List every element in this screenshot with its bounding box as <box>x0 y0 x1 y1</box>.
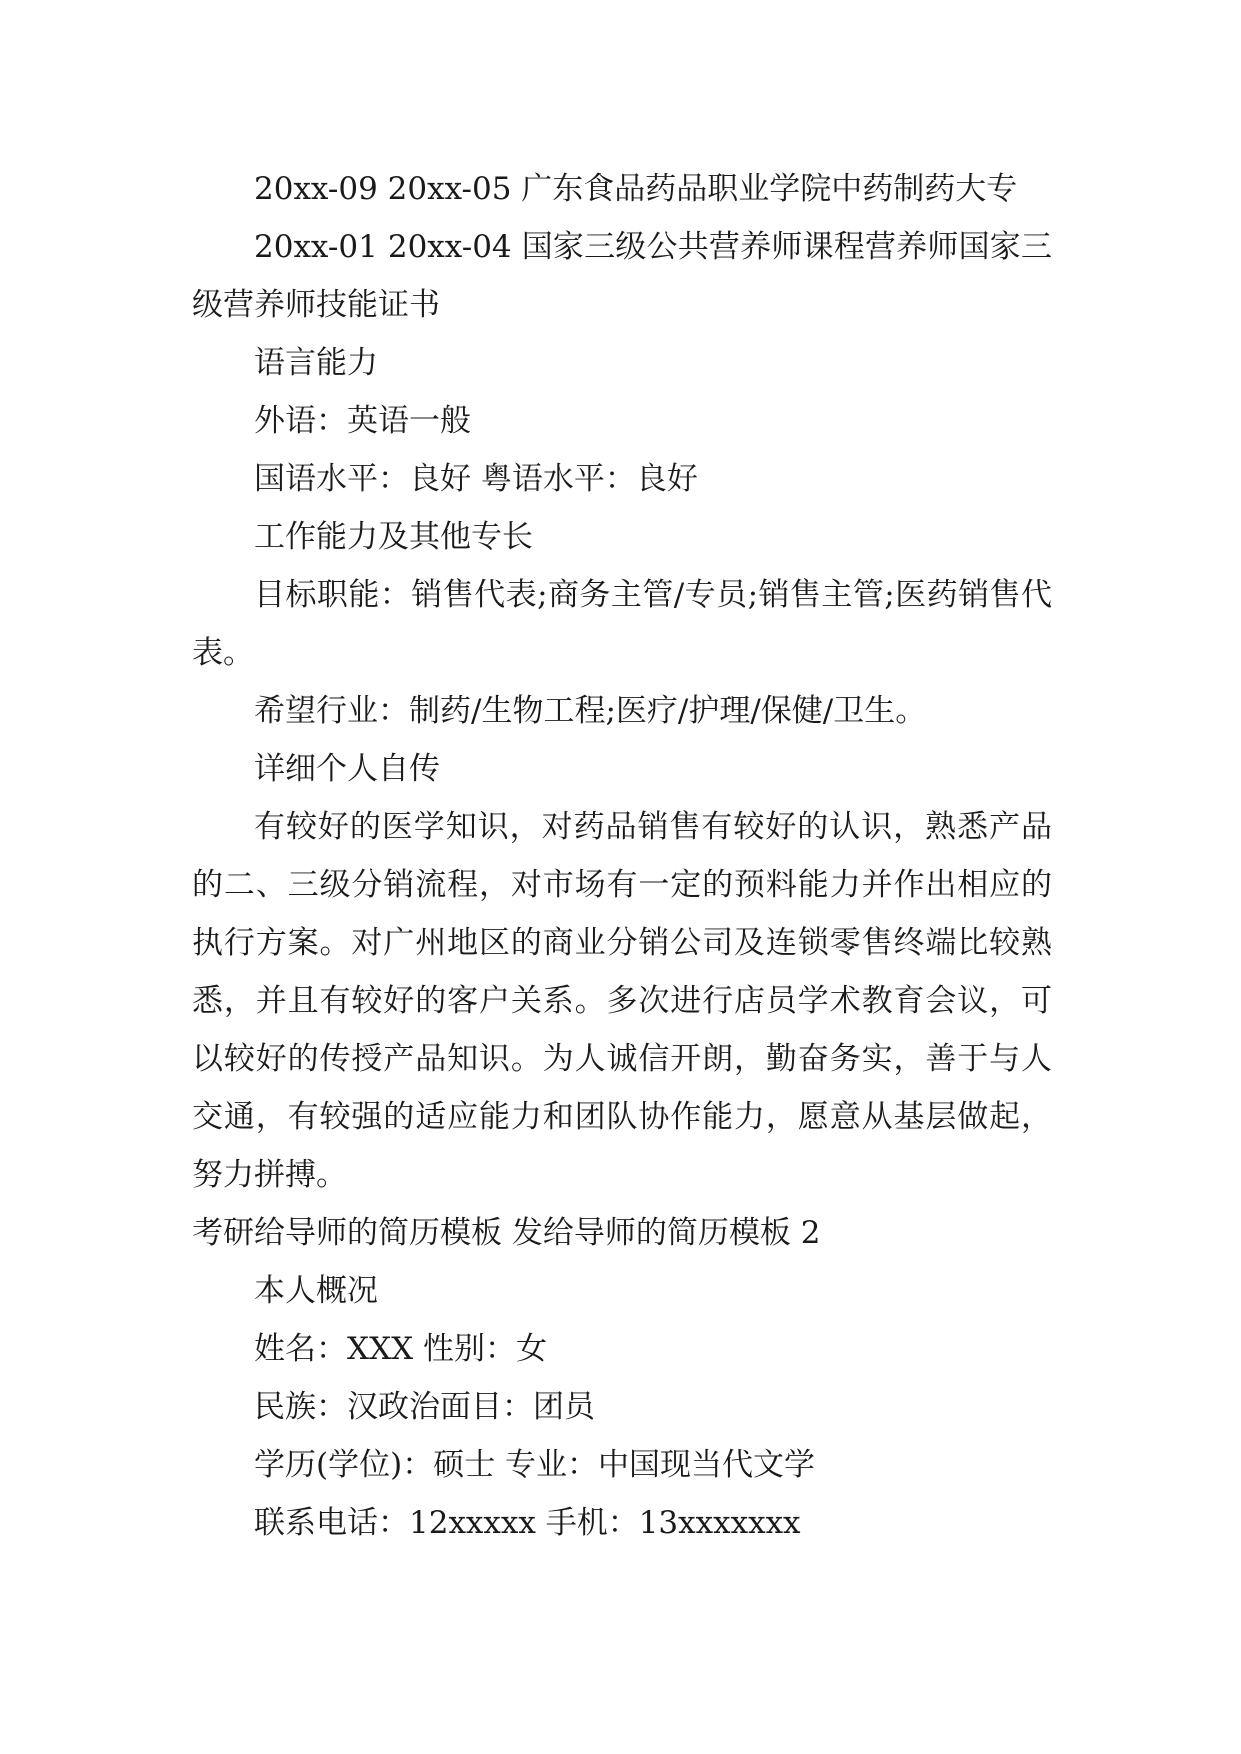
education-line-1: 20xx-09 20xx-05 广东食品药品职业学院中药制药大专 <box>254 171 1018 207</box>
heading-language-ability: 语言能力 <box>254 345 378 381</box>
contact-phone: 联系电话：12xxxxx 手机：13xxxxxxx <box>254 1505 801 1541</box>
heading-personal-overview: 本人概况 <box>254 1273 378 1309</box>
document-page <box>192 160 1052 1552</box>
heading-work-ability: 工作能力及其他专长 <box>254 519 533 555</box>
name-gender: 姓名：XXX 性别：女 <box>254 1331 548 1367</box>
ethnicity-political-status: 民族：汉政治面目：团员 <box>254 1389 595 1425</box>
section-title: 考研给导师的简历模板 发给导师的简历模板 2 <box>192 1215 821 1251</box>
heading-self-introduction: 详细个人自传 <box>254 751 440 787</box>
desired-industry: 希望行业：制药/生物工程;医疗/护理/保健/卫生。 <box>254 693 927 729</box>
foreign-language: 外语：英语一般 <box>254 403 471 439</box>
self-introduction-text: 有较好的医学知识，对药品销售有较好的认识，熟悉产品的二、三级分销流程，对市场有一定的预料能力并作出相应的执行方案。对广州地区的商业分销公司及连锁零售终端比较熟悉，并且有较好的客户关系。多次进行店员学术教育会议，可以较好的传授产品知识。为人诚信开朗，勤奋务实，善于与人交通，有较强的适应能力和团队协作能力，愿意从基层做起，努力拼搏。 <box>192 809 1052 1193</box>
degree-major: 学历(学位)：硕士 专业：中国现当代文学 <box>254 1447 816 1483</box>
education-line-2: 20xx-01 20xx-04 国家三级公共营养师课程营养师国家三级营养师技能证书 <box>192 229 1052 323</box>
mandarin-cantonese-level: 国语水平：良好 粤语水平：良好 <box>254 461 698 497</box>
target-position: 目标职能：销售代表;商务主管/专员;销售主管;医药销售代表。 <box>192 577 1052 671</box>
